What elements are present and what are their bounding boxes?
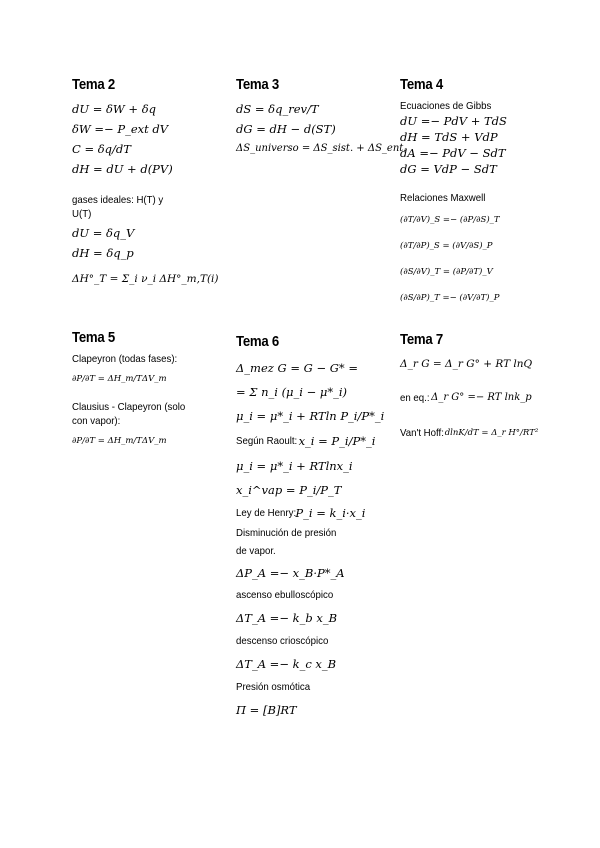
tema6-raoult-label: Según Raoult: <box>236 435 298 447</box>
tema7-title: Tema 7 <box>400 331 443 348</box>
tema4-gibbs-3: dA =− PdV − SdT <box>400 146 506 160</box>
tema2-eq-1: dU = δW + δq <box>72 102 156 116</box>
column-left <box>72 76 222 446</box>
tema2-eq-2: δW =− P_ext dV <box>72 122 169 136</box>
tema6-crio-eq: ΔT_A =− k_c x_B <box>236 657 337 671</box>
tema5-clausius-label-a: Clausius - Clapeyron (solo <box>72 401 186 413</box>
tema4-maxwell-3: (∂S/∂V)_T = (∂P/∂T)_V <box>400 267 493 277</box>
tema4-title: Tema 4 <box>400 76 443 93</box>
tema4-gibbs-1: dU =− PdV + TdS <box>400 114 507 128</box>
tema4-maxwell-1: (∂T/∂V)_S =− (∂P/∂S)_T <box>400 215 500 225</box>
tema7-eq-row <box>400 388 570 408</box>
tema2-gases-label-a: gases ideales: H(T) y <box>72 194 164 206</box>
tema6-section <box>236 333 396 724</box>
tema6-henry-eq: P_i = k_i·x_i <box>295 506 366 520</box>
tema6-vapor-label-a: Disminución de presión <box>236 527 337 539</box>
tema6-raoult-eq: x_i = P_i/P*_i <box>298 434 376 448</box>
tema5-title: Tema 5 <box>72 329 115 346</box>
tema6-vapor-eq: ΔP_A =− x_B·P*_A <box>236 566 345 580</box>
tema7-section <box>400 331 570 444</box>
tema3-section <box>236 76 407 159</box>
tema7-vant-label: Van't Hoff: <box>400 427 444 439</box>
tema6-ebull-eq: ΔT_A =− k_b x_B <box>236 611 338 625</box>
tema6-eq-1: Δ_mez G = G − G* = <box>236 361 358 375</box>
column-right <box>400 76 570 439</box>
tema7-vant-eq: dlnK/dT = Δ_r H°/RT² <box>444 428 539 438</box>
tema5-section <box>72 329 222 448</box>
tema5-clapeyron-label: Clapeyron (todas fases): <box>72 353 178 365</box>
tema2-eq-5: dU = δq_V <box>72 226 135 240</box>
tema6-eq-2: = Σ n_i (μ_i − μ*_i) <box>236 385 348 399</box>
tema2-title: Tema 2 <box>72 76 115 93</box>
tema2-eq-4: dH = dU + d(PV) <box>72 162 173 176</box>
tema5-clausius-label-b: con vapor): <box>72 415 121 427</box>
tema5-clapeyron-eq: ∂P/∂T = ΔH_m/TΔV_m <box>72 374 167 384</box>
tema3-eq-2: dG = dH − d(ST) <box>236 122 336 136</box>
tema6-eq-4: μ_i = μ*_i + RTlnx_i <box>236 459 353 473</box>
tema3-eq-3: ΔS_universo = ΔS_sist. + ΔS_ent. <box>236 143 407 154</box>
tema2-section <box>72 76 222 289</box>
column-middle <box>236 76 407 717</box>
tema4-maxwell-2: (∂T/∂P)_S = (∂V/∂S)_P <box>400 241 493 251</box>
tema4-gibbs-label: Ecuaciones de Gibbs <box>400 100 492 112</box>
tema6-henry-label: Ley de Henry: <box>236 507 297 519</box>
tema4-gibbs-2: dH = TdS + VdP <box>400 130 498 144</box>
tema7-eq-label: en eq.: <box>400 392 430 404</box>
tema3-title: Tema 3 <box>236 76 279 93</box>
tema4-section <box>400 76 570 311</box>
tema2-hess: ΔH°_T = Σ_i ν_i ΔH°_m,T(i) <box>72 273 219 285</box>
tema6-raoult-row <box>236 428 396 454</box>
tema7-eq-formula: Δ_r G° =− RT lnk_p <box>431 392 532 403</box>
tema2-eq-6: dH = δq_p <box>72 246 134 260</box>
tema3-eq-1: dS = δq_rev/T <box>236 102 319 116</box>
tema6-ebull-label: ascenso ebulloscópico <box>236 589 334 601</box>
tema4-maxwell-label: Relaciones Maxwell <box>400 192 486 204</box>
tema7-vant-row <box>400 422 570 444</box>
tema6-henry-row <box>236 502 396 524</box>
tema6-eq-3: μ_i = μ*_i + RTln P_i/P*_i <box>236 409 385 423</box>
tema2-eq-3: C = δq/dT <box>72 142 131 156</box>
tema6-osm-label: Presión osmótica <box>236 681 311 693</box>
tema4-maxwell-4: (∂S/∂P)_T =− (∂V/∂T)_P <box>400 293 500 303</box>
tema7-eq-1: Δ_r G = Δ_r G° + RT lnQ <box>400 358 533 370</box>
tema5-clausius-eq: ∂P/∂T = ΔH_m/TΔV_m <box>72 436 167 446</box>
tema6-osm-eq: Π = [B]RT <box>236 703 297 717</box>
tema6-eq-5: x_i^vap = P_i/P_T <box>236 483 342 497</box>
tema6-vapor-label-b: de vapor. <box>236 545 276 557</box>
tema4-gibbs-4: dG = VdP − SdT <box>400 162 497 176</box>
tema6-crio-label: descenso crioscópico <box>236 635 329 647</box>
tema6-title: Tema 6 <box>236 333 279 350</box>
tema2-gases-label-b: U(T) <box>72 208 92 220</box>
